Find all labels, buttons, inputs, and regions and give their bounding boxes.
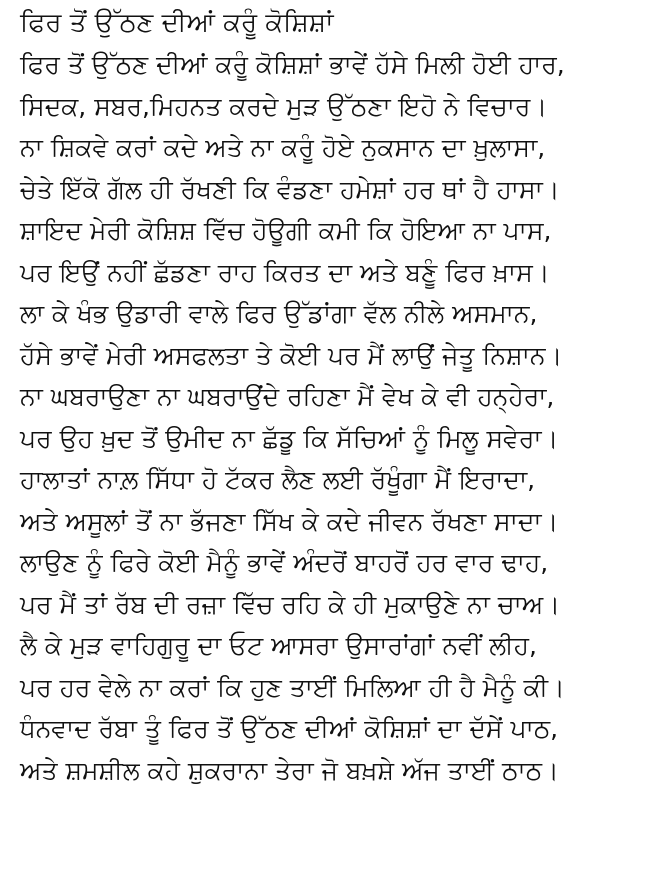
poem-line-17: ਧੰਨਵਾਦ ਰੱਬਾ ਤੂੰ ਫਿਰ ਤੋਂ ਉੱਠਣ ਦੀਆਂ ਕੋਸ਼ਿਸ਼ਾਂ ਦਾ ਦੱਸੇਂ ਪਾਠ, [20,714,559,743]
poem-line-2: ਸਿਦਕ, ਸਬਰ,ਮਿਹਨਤ ਕਰਦੇ ਮੁੜ ਉੱਠਣਾ ਇਹੋ ਨੇ ਵਿਚਾਰ। [20,91,548,121]
poem-line-16: ਪਰ ਹਰ ਵੇਲੇ ਨਾ ਕਰਾਂ ਕਿ ਹੁਣ ਤਾਈਂ ਮਿਲਿਆ ਹੀ ਹੈ ਮੈਨੂੰ ਕੀ। [20,672,565,702]
poem-line-6: ਪਰ ਇਉਂ ਨਹੀਂ ਛੱਡਣਾ ਰਾਹ ਕਿਰਤ ਦਾ ਅਤੇ ਬਣੂੰ ਫਿਰ ਖ਼ਾਸ। [20,257,550,287]
poem-line-8: ਹੱਸੇ ਭਾਵੇਂ ਮੇਰੀ ਅਸਫਲਤਾ ਤੇ ਕੋਈ ਪਰ ਮੈਂ ਲਾਉਂ ਜੇਤੂ ਨਿਸ਼ਾਨ। [20,340,563,370]
poem-line-5: ਸ਼ਾਇਦ ਮੇਰੀ ਕੋਸ਼ਿਸ਼ ਵਿੱਚ ਹੋਊਗੀ ਕਮੀ ਕਿ ਹੋਇਆ ਨਾ ਪਾਸ, [20,216,552,245]
poem-line-14: ਪਰ ਮੈਂ ਤਾਂ ਰੱਬ ਦੀ ਰਜ਼ਾ ਵਿੱਚ ਰਹਿ ਕੇ ਹੀ ਮੁਕਾਉਣੇ ਨਾ ਚਾਅ। [20,589,561,619]
poem-line-9: ਨਾ ਘਬਰਾਉਣਾ ਨਾ ਘਬਰਾਉਂਦੇ ਰਹਿਣਾ ਮੈਂ ਵੇਖ ਕੇ ਵੀ ਹਨ੍ਹੇਰਾ, [20,382,555,411]
poem-line-12: ਅਤੇ ਅਸੂਲਾਂ ਤੋਂ ਨਾ ਭੱਜਣਾ ਸਿੱਖ ਕੇ ਕਦੇ ਜੀਵਨ ਰੱਖਣਾ ਸਾਦਾ। [20,506,559,536]
poem-line-11: ਹਾਲਾਤਾਂ ਨਾਲ਼ ਸਿੱਧਾ ਹੋ ਟੱਕਰ ਲੈਣ ਲਈ ਰੱਖੂੰਗਾ ਮੈਂ ਇਰਾਦਾ, [20,465,536,494]
poem-line-7: ਲਾ ਕੇ ਖੰਭ ਉਡਾਰੀ ਵਾਲੇ ਫਿਰ ਉੱਡਾਂਗਾ ਵੱਲ ਨੀਲੇ ਅਸਮਾਨ, [20,299,538,328]
poem-line-10: ਪਰ ਉਹ ਖ਼ੁਦ ਤੋਂ ਉਮੀਦ ਨਾ ਛੱਡੂ ਕਿ ਸੱਚਿਆਂ ਨੂੰ ਮਿਲੂ ਸਵੇਰਾ। [20,423,559,453]
poem-line-18: ਅਤੇ ਸ਼ਮਸ਼ੀਲ ਕਹੇ ਸ਼ੁਕਰਾਨਾ ਤੇਰਾ ਜੋ ਬਖ਼ਸ਼ੇ ਅੱਜ ਤਾਈਂ ਠਾਠ। [20,755,559,785]
poem-line-4: ਚੇਤੇ ਇੱਕੋ ਗੱਲ ਹੀ ਰੱਖਣੀ ਕਿ ਵੰਡਣਾ ਹਮੇਸ਼ਾਂ ਹਰ ਥਾਂ ਹੈ ਹਾਸਾ। [20,174,560,204]
poem-line-1: ਫਿਰ ਤੋਂ ਉੱਠਣ ਦੀਆਂ ਕਰੂੰ ਕੋਸ਼ਿਸ਼ਾਂ ਭਾਵੇਂ ਹੱਸੇ ਮਿਲੀ ਹੋਈ ਹਾਰ, [20,50,565,79]
poem-line-15: ਲੈ ਕੇ ਮੁੜ ਵਾਹਿਗੁਰੂ ਦਾ ਓਟ ਆਸਰਾ ਉਸਾਰਾਂਗਾਂ ਨਵੀਂ ਲੀਹ, [20,631,537,660]
poem [20,2,654,791]
poem-line-13: ਲਾਉਣ ਨੂੰ ਫਿਰੇ ਕੋਈ ਮੈਨੂੰ ਭਾਵੇਂ ਅੰਦਰੋਂ ਬਾਹਰੋਂ ਹਰ ਵਾਰ ਢਾਹ, [20,548,549,577]
poem-line-3: ਨਾ ਸ਼ਿਕਵੇ ਕਰਾਂ ਕਦੇ ਅਤੇ ਨਾ ਕਰੂੰ ਹੋਏ ਨੁਕਸਾਨ ਦਾ ਖ਼ੁਲਾਸਾ, [20,133,546,162]
poem-title: ਫਿਰ ਤੋਂ ਉੱਠਣ ਦੀਆਂ ਕਰੂੰ ਕੋਸ਼ਿਸ਼ਾਂ [20,8,334,38]
